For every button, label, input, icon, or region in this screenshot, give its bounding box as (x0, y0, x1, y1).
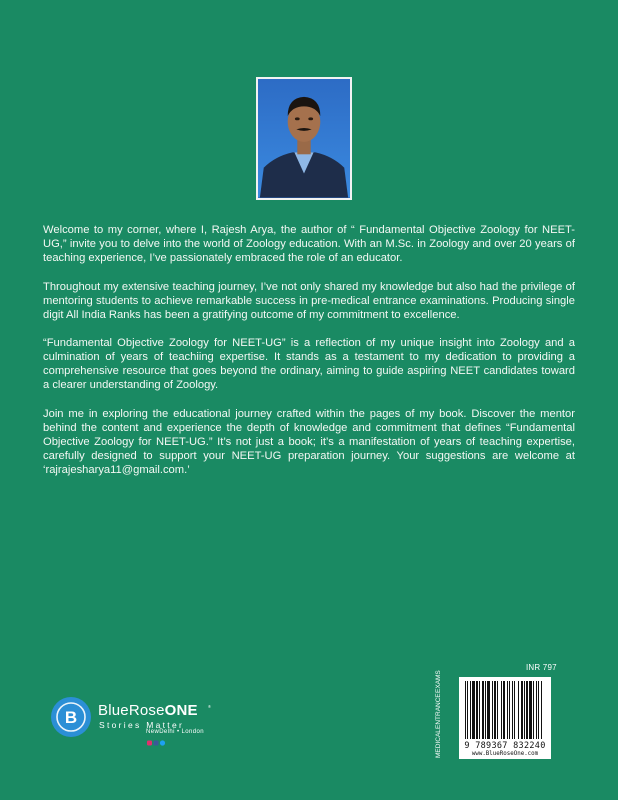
category-line: MEDICAL (435, 728, 442, 758)
facebook-icon (154, 741, 159, 746)
barcode-bar (467, 681, 468, 739)
barcode-bar (518, 681, 519, 739)
twitter-icon (160, 740, 165, 745)
barcode-bar (533, 681, 534, 739)
badge-letter: B (64, 708, 78, 727)
barcode-bar (487, 681, 490, 739)
bluerose-badge-icon (50, 696, 92, 738)
publisher-tagline: Stories Matter (99, 720, 185, 730)
barcode-bar (529, 681, 532, 739)
barcode-number: 9 789367 832240 (464, 741, 546, 751)
barcode-bar (521, 681, 523, 739)
barcode-bar (492, 681, 493, 739)
publisher-logo (50, 696, 220, 758)
publisher-url: www.BlueRoseOne.com (471, 751, 539, 757)
isbn-barcode (459, 677, 551, 759)
author-portrait-icon (258, 79, 350, 198)
barcode-bar (512, 681, 513, 739)
bio-paragraph: Throughout my extensive teaching journey, I’ve not only shared my knowledge but also had the privilege of mentoring students to achieve remarkable success in pre-medical entrance examinations. Producing single digit All India Ranks has been a gratifying outcome of my commitment to excellence. (43, 280, 575, 321)
barcode-bar (524, 681, 525, 739)
barcode-bar (541, 681, 542, 739)
barcode-bar (536, 681, 537, 739)
barcode-bar (501, 681, 502, 739)
bio-paragraph: Join me in exploring the educational journey crafted within the pages of my book. Discover the mentor behind the content and experience the depth of knowledge and commitment that defines “Fundamental Objective Zoology for NEET-UG.” It’s not just a book; it’s a manifestation of years of teaching expertise, carefully designed to support your NEET-UG preparation journey. Your suggestions are welcome at ‘rajrajesharya11@gmail.com.’ (43, 408, 575, 476)
barcode-bar (509, 681, 510, 739)
barcode-bar (497, 681, 498, 739)
barcode-bar (479, 681, 480, 739)
category-line: EXAMS (435, 670, 442, 694)
barcode-bar (472, 681, 475, 739)
brand-suffix: ONE (164, 702, 198, 719)
bio-paragraph: Welcome to my corner, where I, Rajesh Arya, the author of “ Fundamental Objective Zoology for NEET-UG,” invite you to delve into the world of Zoology education. With an M.Sc. in Zoology and over 20 years of teaching experience, I’ve passionately embraced the role of an educator. (43, 224, 575, 264)
barcode-bar (470, 681, 471, 739)
author-photo (256, 77, 352, 200)
barcode-bar (507, 681, 508, 739)
publisher-cities: NewDelhi • London (146, 729, 204, 735)
bio-paragraph: “Fundamental Objective Zoology for NEET-UG” is a reflection of my unique insight into Zoology and a culmination of years of teachiing expertise. It stands as a testament to my dedication to providing a comprehensive resource that goes beyond the ordinary, aiming to guide aspiring NEET candidates toward a clearer understanding of Zoology. (43, 337, 575, 392)
barcode-bar (485, 681, 486, 739)
barcode-bar (503, 681, 505, 739)
author-bio (43, 224, 575, 493)
barcode-bars-icon (463, 681, 547, 741)
publisher-name (98, 702, 198, 719)
barcode-bar (476, 681, 478, 739)
instagram-icon (147, 741, 152, 746)
price-label: INR 797 (526, 663, 557, 672)
brand-name: BlueRose (98, 702, 165, 719)
category-label (422, 670, 456, 758)
category-line: ENTRANCE (435, 693, 442, 729)
barcode-bar (482, 681, 484, 739)
barcode-bar (538, 681, 539, 739)
registered-mark: ® (208, 704, 211, 709)
barcode-bar (465, 681, 466, 739)
barcode-bar (526, 681, 528, 739)
social-icons (146, 740, 166, 746)
barcode-bar (494, 681, 496, 739)
barcode-bar (514, 681, 515, 739)
